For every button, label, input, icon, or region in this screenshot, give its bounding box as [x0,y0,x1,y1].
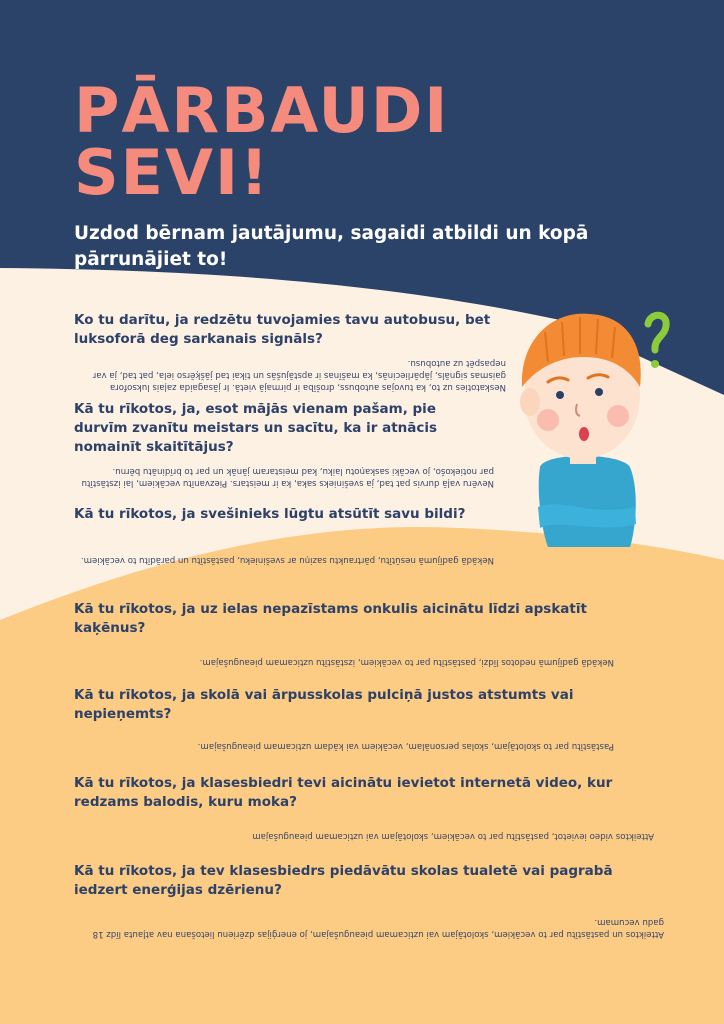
ear [520,388,540,416]
answer-2-upside-down: Nevēru vaļā durvis pat tad, ja svešinieks saka, ka ir meistars. Piezvanītu vecākiem, lai izstāstītu par notiekošo, jo vecāki saskaņotu laiku, kad meistaram jānāk un par to brīdinātu bērnu. [81,466,494,488]
qa-item-5 [74,686,614,752]
qa-item-3 [74,505,514,566]
qa-item-2 [74,400,494,489]
question-4: Kā tu rīkotos, ja uz ielas nepazīstams onkulis aicinātu līdzi apskatīt kaķēnus? [74,601,587,636]
sweater [539,456,636,547]
question-mark-dot [651,360,659,368]
answer-4-upside-down: Nekādā gadījumā nedotos līdzi, pastāstītu par to vecākiem, izstāstītu uzticamam pieaugušajam. [199,657,614,667]
qa-item-4 [74,600,614,668]
title-line-2: SEVI! [74,136,271,209]
answer-5-upside-down: Pastāstītu par to skolotājam, skolas personālam, vecākiem vai kādam uzticamam pieaugušajam. [197,741,614,751]
mouth [579,427,589,441]
left-cheek [537,409,559,431]
answer-7-upside-down: Atteiktos un pastāstītu par to vecākiem, skolotājam vai uzticamam pieaugušajam, jo enerģijas dzērienu lietošana nav atļauta līdz 18 gadu vecumam. [92,917,664,939]
qa-item-7 [74,862,664,940]
answer-6-upside-down: Atteiktos video ievietot, pastāstītu par to vecākiem, skolotājam vai uzticamam pieaugušajam [252,831,654,841]
page-title [74,74,634,209]
answer-3-upside-down: Nekādā gadījumā nesūtītu, pārtrauktu saziņu ar svešinieku, pastāstītu un parādītu to vecākiem. [80,555,494,565]
question-mark-icon [648,315,666,350]
qa-item-6 [74,774,654,842]
page-subtitle: Uzdod bērnam jautājumu, sagaidi atbildi un kopā pārrunājiet to! [74,223,589,270]
answer-1-upside-down: Neskatoties uz to, ka tuvojas autobuss, drošība ir pirmajā vietā. Ir jāsagaida zaļais luksofora gaismas signāls, jāpārliecinās, ka mašīnas ir apstājušās un tikai tad jāšķērso iela, pat tad, ja var nepaspēt uz autobusu. [92,358,506,392]
question-2: Kā tu rīkotos, ja, esot mājās vienam pašam, pie durvīm zvanītu meistars un sacītu, ka ir atnācis nomainīt skaitītājus? [74,401,438,455]
question-7: Kā tu rīkotos, ja tev klasesbiedrs piedāvātu skolas tualetē vai pagrabā iedzert enerģijas dzērienu? [74,863,613,898]
left-eye [556,391,564,399]
title-line-1: PĀRBAUDI [74,74,450,147]
right-eye [595,388,603,396]
thinking-boy-illustration [500,292,670,557]
question-6: Kā tu rīkotos, ja klasesbiedri tevi aicinātu ievietot internetā video, kur redzams balodis, kuru moka? [74,775,613,810]
question-5: Kā tu rīkotos, ja skolā vai ārpusskolas pulciņā justos atstumts vai nepieņemts? [74,687,574,722]
qa-item-1 [74,311,514,393]
question-3: Kā tu rīkotos, ja svešinieks lūgtu atsūtīt savu bildi? [74,506,466,522]
question-1: Ko tu darītu, ja redzētu tuvojamies tavu autobusu, bet luksoforā deg sarkanais signāls? [74,312,491,347]
right-cheek [607,405,629,427]
